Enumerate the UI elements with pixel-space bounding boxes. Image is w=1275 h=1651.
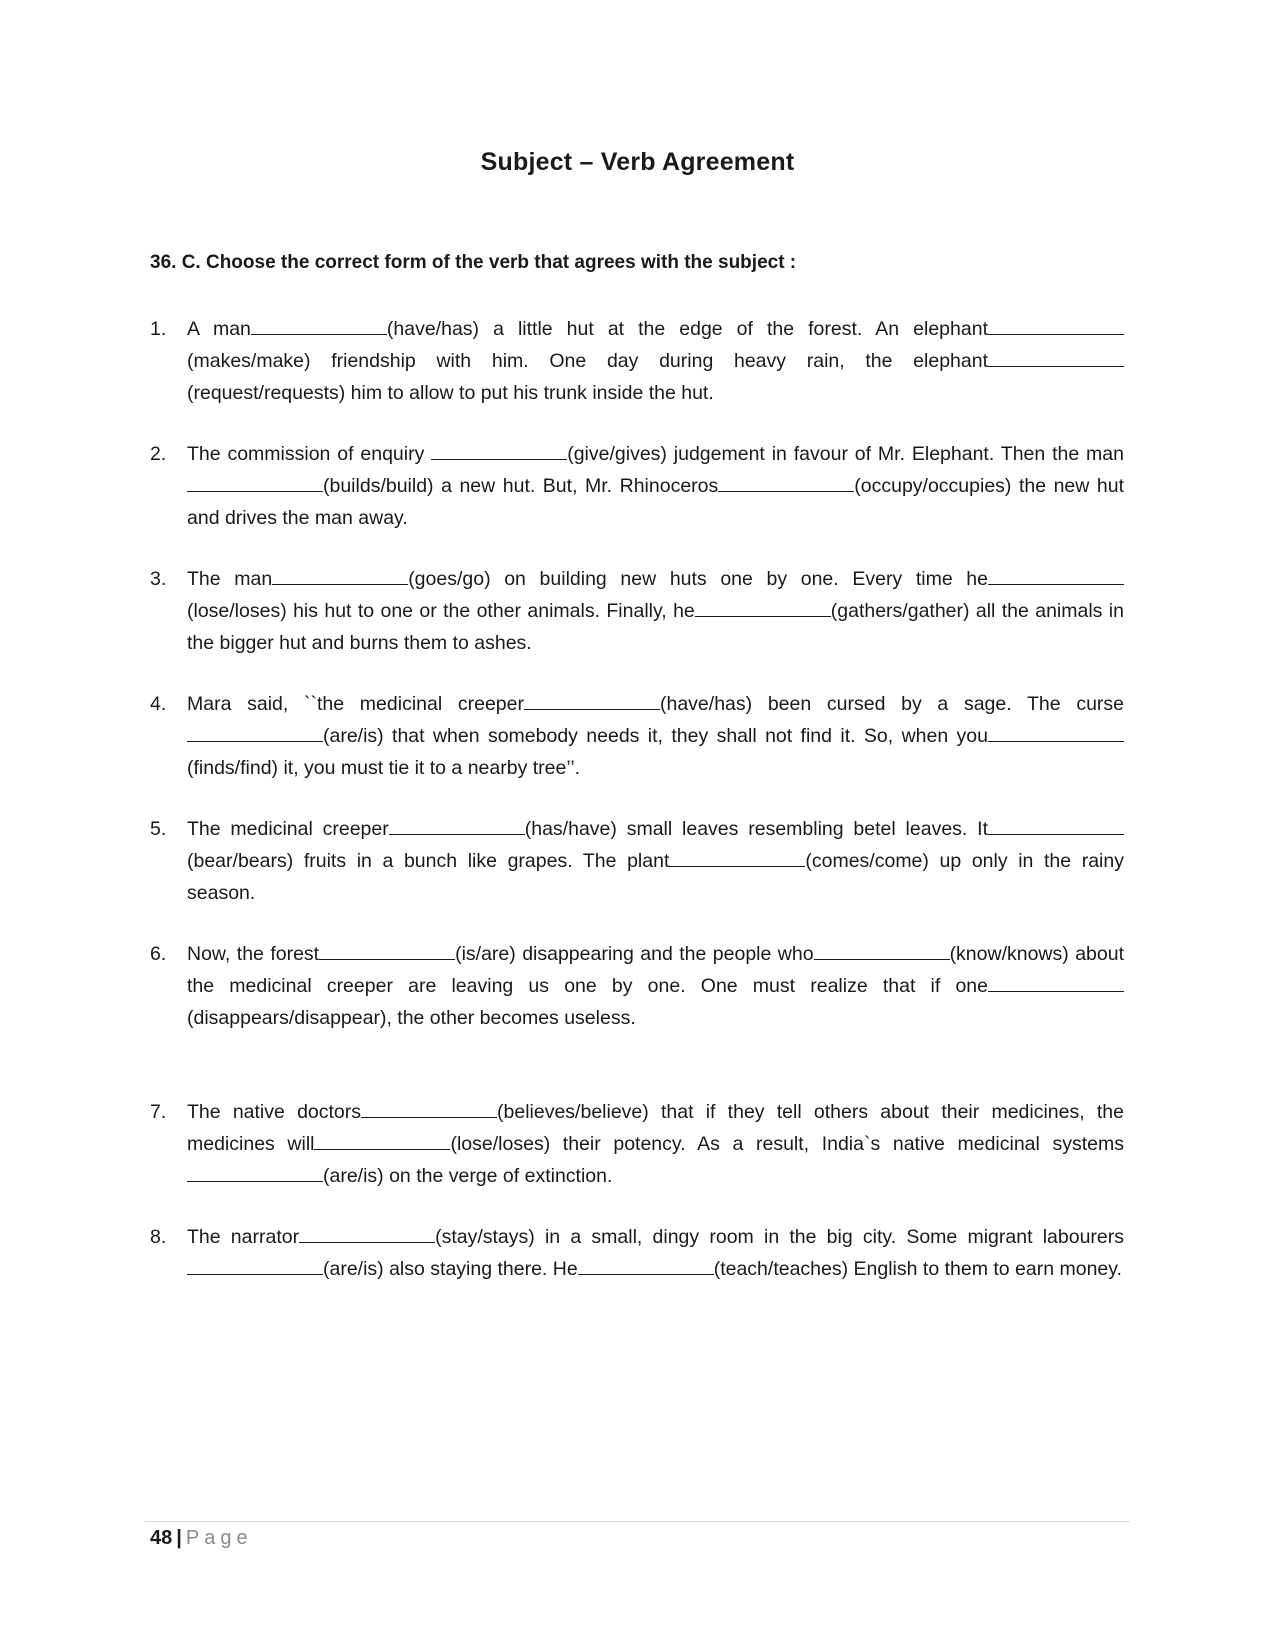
question-text: (builds/build) a new hut. But, Mr. Rhinoceros: [323, 475, 719, 497]
question-text: (finds/find) it, you must tie it to a nearby tree’’.: [187, 757, 581, 779]
question-text: Mara said, ``the medicinal creeper: [187, 693, 524, 715]
answer-blank[interactable]: [299, 1223, 435, 1243]
question-text: (have/has) a little hut at the edge of the forest. An elephant: [386, 318, 988, 340]
question-text: (makes/make) friendship with him. One day during heavy rain, the elephant: [187, 350, 988, 372]
answer-blank[interactable]: [431, 440, 567, 460]
question-2: [150, 438, 1124, 534]
question-text: (are/is) also staying there. He: [323, 1258, 578, 1280]
answer-blank[interactable]: [718, 472, 854, 492]
exercise-instruction: 36. C. Choose the correct form of the verb that agrees with the subject :: [150, 252, 797, 273]
question-1: [150, 313, 1124, 409]
answer-blank[interactable]: [988, 972, 1124, 992]
question-5: [150, 813, 1124, 909]
question-number: 7.: [150, 1101, 167, 1123]
question-text: (lose/loses) his hut to one or the other animals. Finally, he: [187, 600, 695, 622]
question-text: (have/has) been cursed by a sage. The curse: [660, 693, 1124, 715]
answer-blank[interactable]: [669, 847, 805, 867]
question-number: 3.: [150, 568, 167, 590]
question-text: (bear/bears) fruits in a bunch like grapes. The plant: [187, 850, 670, 872]
question-text: (is/are) disappearing and the people who: [455, 943, 814, 965]
question-text: (has/have) small leaves resembling betel leaves. It: [524, 818, 988, 840]
answer-blank[interactable]: [187, 1255, 323, 1275]
question-4: [150, 688, 1124, 784]
question-list: [150, 313, 1124, 1314]
answer-blank[interactable]: [361, 1098, 497, 1118]
answer-blank[interactable]: [814, 940, 950, 960]
question-text: The man: [187, 568, 273, 590]
question-text: (are/is) on the verge of extinction.: [323, 1165, 613, 1187]
question-text: (comes/come) up only in the rainy season.: [187, 850, 1124, 904]
answer-blank[interactable]: [695, 597, 831, 617]
answer-blank[interactable]: [251, 315, 387, 335]
question-text: A man: [187, 318, 251, 340]
question-number: 6.: [150, 943, 167, 965]
question-8: [150, 1221, 1124, 1285]
answer-blank[interactable]: [988, 565, 1124, 585]
question-text: (teach/teaches) English to them to earn money.: [713, 1258, 1122, 1280]
question-text: (give/gives) judgement in favour of Mr. Elephant. Then the man: [567, 443, 1124, 465]
answer-blank[interactable]: [314, 1130, 450, 1150]
footer-divider: [145, 1521, 1130, 1522]
footer-separator: |: [176, 1527, 182, 1549]
answer-blank[interactable]: [389, 815, 525, 835]
answer-blank[interactable]: [319, 940, 455, 960]
page-footer: [150, 1527, 253, 1550]
question-text: (lose/loses) their potency. As a result, India`s native medicinal systems: [450, 1133, 1124, 1155]
question-text: Now, the forest: [187, 943, 320, 965]
question-3: [150, 563, 1124, 659]
page-label: Page: [185, 1527, 253, 1549]
question-number: 5.: [150, 818, 167, 840]
answer-blank[interactable]: [988, 315, 1124, 335]
answer-blank[interactable]: [187, 722, 323, 742]
answer-blank[interactable]: [272, 565, 408, 585]
question-number: 1.: [150, 318, 167, 340]
question-text: (goes/go) on building new huts one by one. Every time he: [408, 568, 989, 590]
question-text: (are/is) that when somebody needs it, they shall not find it. So, when you: [323, 725, 988, 747]
question-7: [150, 1096, 1124, 1192]
question-text: The native doctors: [187, 1101, 362, 1123]
question-text: (request/requests) him to allow to put his trunk inside the hut.: [187, 382, 714, 404]
question-text: (disappears/disappear), the other becomes useless.: [187, 1007, 636, 1029]
page-title: Subject – Verb Agreement: [480, 148, 795, 176]
question-text: (occupy/occupies) the new hut and drives the man away.: [187, 475, 1124, 529]
question-text: (believes/believe) that if they tell others about their medicines, the medicines will: [187, 1101, 1124, 1155]
page-number: 48: [150, 1527, 173, 1549]
answer-blank[interactable]: [187, 472, 323, 492]
question-number: 2.: [150, 443, 167, 465]
answer-blank[interactable]: [988, 815, 1124, 835]
answer-blank[interactable]: [578, 1255, 714, 1275]
question-text: (know/knows) about the medicinal creeper are leaving us one by one. One must realize that if one: [187, 943, 1124, 997]
question-text: The commission of enquiry: [187, 443, 432, 465]
answer-blank[interactable]: [988, 722, 1124, 742]
answer-blank[interactable]: [988, 347, 1124, 367]
question-text: (gathers/gather) all the animals in the bigger hut and burns them to ashes.: [187, 600, 1124, 654]
question-text: The medicinal creeper: [187, 818, 389, 840]
answer-blank[interactable]: [187, 1162, 323, 1182]
question-number: 8.: [150, 1226, 167, 1248]
question-text: (stay/stays) in a small, dingy room in the big city. Some migrant labourers: [435, 1226, 1124, 1248]
question-number: 4.: [150, 693, 167, 715]
question-6: [150, 938, 1124, 1034]
answer-blank[interactable]: [524, 690, 660, 710]
question-text: The narrator: [187, 1226, 300, 1248]
